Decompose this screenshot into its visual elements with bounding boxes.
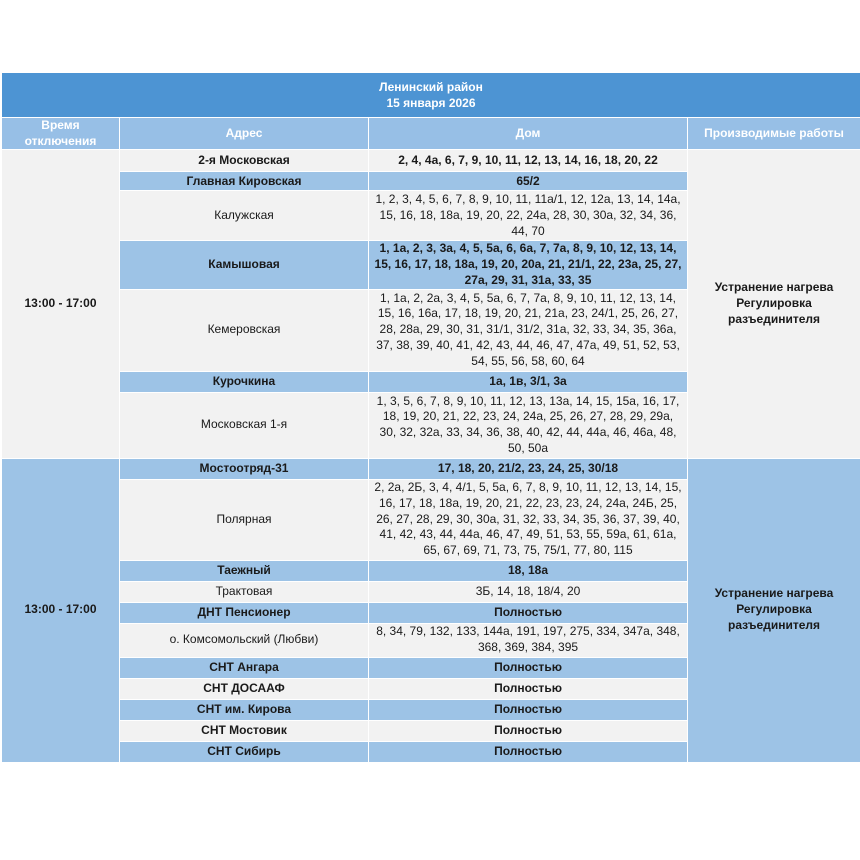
house-cell: 65/2 xyxy=(369,172,688,191)
house-cell: Полностью xyxy=(369,602,688,623)
group-2-works xyxy=(688,458,860,762)
address-cell: 2-я Московская xyxy=(120,150,369,172)
address-cell: Главная Кировская xyxy=(120,172,369,191)
group-2-time: 13:00 - 17:00 xyxy=(2,458,120,762)
house-cell: Полностью xyxy=(369,678,688,699)
address-cell: СНТ ДОСААФ xyxy=(120,678,369,699)
header-house: Дом xyxy=(369,118,688,150)
work-line: Устранение нагрева xyxy=(714,586,834,601)
house-cell: 1, 1а, 2, 3, 3а, 4, 5, 5а, 6, 6а, 7, 7а, 8, 9, 10, 12, 13, 14, 15, 16, 17, 18, 18а, 19, 20, 20а, 21, 21/1, 22, 23а, 25, 27, 27а, 29, 31, 31а, 33, 35 xyxy=(369,241,688,289)
address-cell: Таежный xyxy=(120,560,369,581)
group-1-works xyxy=(688,150,860,458)
address-cell: СНТ Ангара xyxy=(120,657,369,678)
address-cell: Полярная xyxy=(120,479,369,560)
table-row xyxy=(2,150,860,172)
house-cell: Полностью xyxy=(369,741,688,762)
work-line: разъединителя xyxy=(727,311,821,326)
group-1 xyxy=(2,150,860,458)
outage-date: 15 января 2026 xyxy=(386,96,476,110)
address-cell: СНТ им. Кирова xyxy=(120,699,369,720)
house-cell: 2, 2а, 2Б, 3, 4, 4/1, 5, 5а, 6, 7, 8, 9, 10, 11, 12, 13, 14, 15, 16, 17, 18, 18а, 19, 20, 21, 22, 23, 23, 24, 24а, 24Б, 25, 26, 27, 28, 29, 30, 30а, 31, 32, 33, 34, 35, 36, 37, 39, 40, 41, 42, 43, 44, 44а, 46, 47, 49, 51, 53, 55, 59а, 61, 61а, 65, 67, 69, 71, 73, 75, 75/1, 77, 80, 115 xyxy=(369,479,688,560)
address-cell: Мостоотряд-31 xyxy=(120,458,369,479)
house-cell: 17, 18, 20, 21/2, 23, 24, 25, 30/18 xyxy=(369,458,688,479)
outage-table xyxy=(1,72,860,763)
house-cell: 1, 1а, 2, 2а, 3, 4, 5, 5а, 6, 7, 7а, 8, 9, 10, 11, 12, 13, 14, 15, 16, 16а, 17, 18, 19, 20, 21, 21а, 23, 24/1, 25, 26, 27, 28, 28а, 29, 30, 31, 31/1, 31/2, 31а, 32, 33, 34, 35, 36а, 37, 38, 39, 40, 41, 42, 43, 44, 46, 47, 47а, 49, 51, 52, 53, 54, 55, 56, 58, 60, 64 xyxy=(369,289,688,371)
address-cell: Калужская xyxy=(120,191,369,241)
outage-schedule xyxy=(1,72,860,763)
house-cell: 2, 4, 4а, 6, 7, 9, 10, 11, 12, 13, 14, 16, 18, 20, 22 xyxy=(369,150,688,172)
address-cell: Московская 1-я xyxy=(120,392,369,458)
header-time: Время отключения xyxy=(2,118,120,150)
house-cell: Полностью xyxy=(369,720,688,741)
address-cell: о. Комсомольский (Любви) xyxy=(120,623,369,657)
district-name: Ленинский район xyxy=(379,80,483,94)
header-row xyxy=(2,118,860,150)
work-line: разъединителя xyxy=(727,617,821,632)
table-title xyxy=(2,73,860,118)
house-cell: Полностью xyxy=(369,657,688,678)
address-cell: СНТ Сибирь xyxy=(120,741,369,762)
address-cell: Кемеровская xyxy=(120,289,369,371)
address-cell: ДНТ Пенсионер xyxy=(120,602,369,623)
address-cell: Трактовая xyxy=(120,581,369,602)
table-row xyxy=(2,458,860,479)
address-cell: СНТ Мостовик xyxy=(120,720,369,741)
header-works: Производимые работы xyxy=(688,118,860,150)
work-line: Регулировка xyxy=(736,296,812,311)
house-cell: Полностью xyxy=(369,699,688,720)
house-cell: 1а, 1в, 3/1, 3а xyxy=(369,371,688,392)
work-line: Устранение нагрева xyxy=(714,280,834,295)
work-line: Регулировка xyxy=(736,602,812,617)
house-cell: 8, 34, 79, 132, 133, 144а, 191, 197, 275, 334, 347а, 348, 368, 369, 384, 395 xyxy=(369,623,688,657)
header-address: Адрес xyxy=(120,118,369,150)
address-cell: Камышовая xyxy=(120,241,369,289)
house-cell: 1, 3, 5, 6, 7, 8, 9, 10, 11, 12, 13, 13а, 14, 15, 15а, 16, 17, 18, 19, 20, 21, 22, 23, 24, 24а, 25, 26, 27, 28, 29, 29а, 30, 32, 32а, 33, 34, 36, 38, 40, 42, 44, 44а, 46, 46а, 48, 50, 50а xyxy=(369,392,688,458)
house-cell: 3Б, 14, 18, 18/4, 20 xyxy=(369,581,688,602)
group-2 xyxy=(2,458,860,762)
house-cell: 18, 18а xyxy=(369,560,688,581)
house-cell: 1, 2, 3, 4, 5, 6, 7, 8, 9, 10, 11, 11а/1, 12, 12а, 13, 14, 14а, 15, 16, 18, 18а, 19, 20, 22, 24а, 28, 30, 30а, 32, 34, 36, 44, 70 xyxy=(369,191,688,241)
group-1-time: 13:00 - 17:00 xyxy=(2,150,120,458)
address-cell: Курочкина xyxy=(120,371,369,392)
